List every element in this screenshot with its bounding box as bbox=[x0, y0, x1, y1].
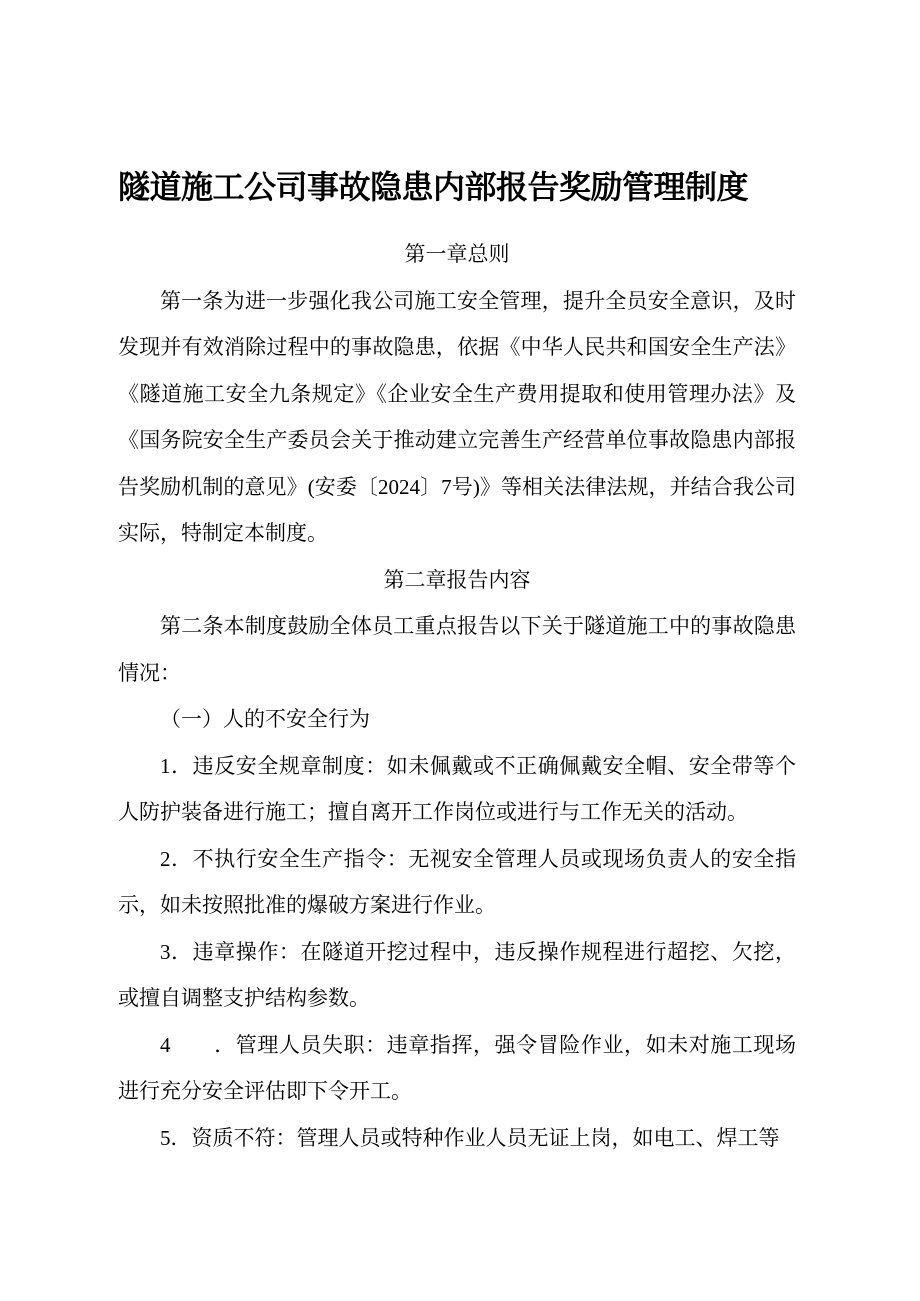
chapter-heading-2: 第二章报告内容 bbox=[383, 567, 531, 592]
paragraph-article-1: 第一条为进一步强化我公司施工安全管理，提升全员安全意识，及时发现并有效消除过程中的事故隐患，依据《中华人民共和国安全生产法》《隧道施工安全九条规定》《企业安全生产费用提取和使用管理办法》及《国务院安全生产委员会关于推动建立完善生产经营单位事故隐患内部报告奖励机制的意见》(安委〔2024〕7号)》等相关法律法规，并结合我公司实际，特制定本制度。 bbox=[118, 288, 796, 545]
paragraph-item-2: 2．不执行安全生产指令：无视安全管理人员或现场负责人的安全指示，如未按照批准的爆破方案进行作业。 bbox=[118, 846, 796, 917]
chapter-heading-1: 第一章总则 bbox=[404, 242, 510, 266]
paragraph-item-3: 3．违章操作：在隧道开挖过程中，违反操作规程进行超挖、欠挖，或擅自调整支护结构参数。 bbox=[118, 939, 796, 1010]
document-title: 隧道施工公司事故隐患内部报告奖励管理制度 bbox=[118, 169, 749, 205]
paragraph-subsection-1: （一）人的不安全行为 bbox=[160, 707, 370, 731]
paragraph-item-4: 4 ．管理人员失职：违章指挥，强令冒险作业，如未对施工现场进行充分安全评估即下令开工。 bbox=[118, 1032, 796, 1103]
paragraph-item-5: 5．资质不符：管理人员或特种作业人员无证上岗，如电工、焊工等 bbox=[160, 1125, 780, 1150]
paragraph-article-2: 第二条本制度鼓励全体员工重点报告以下关于隧道施工中的事故隐患情况： bbox=[118, 614, 796, 685]
paragraph-item-1: 1．违反安全规章制度：如未佩戴或不正确佩戴安全帽、安全带等个人防护装备进行施工；擅自离开工作岗位或进行与工作无关的活动。 bbox=[118, 753, 796, 824]
